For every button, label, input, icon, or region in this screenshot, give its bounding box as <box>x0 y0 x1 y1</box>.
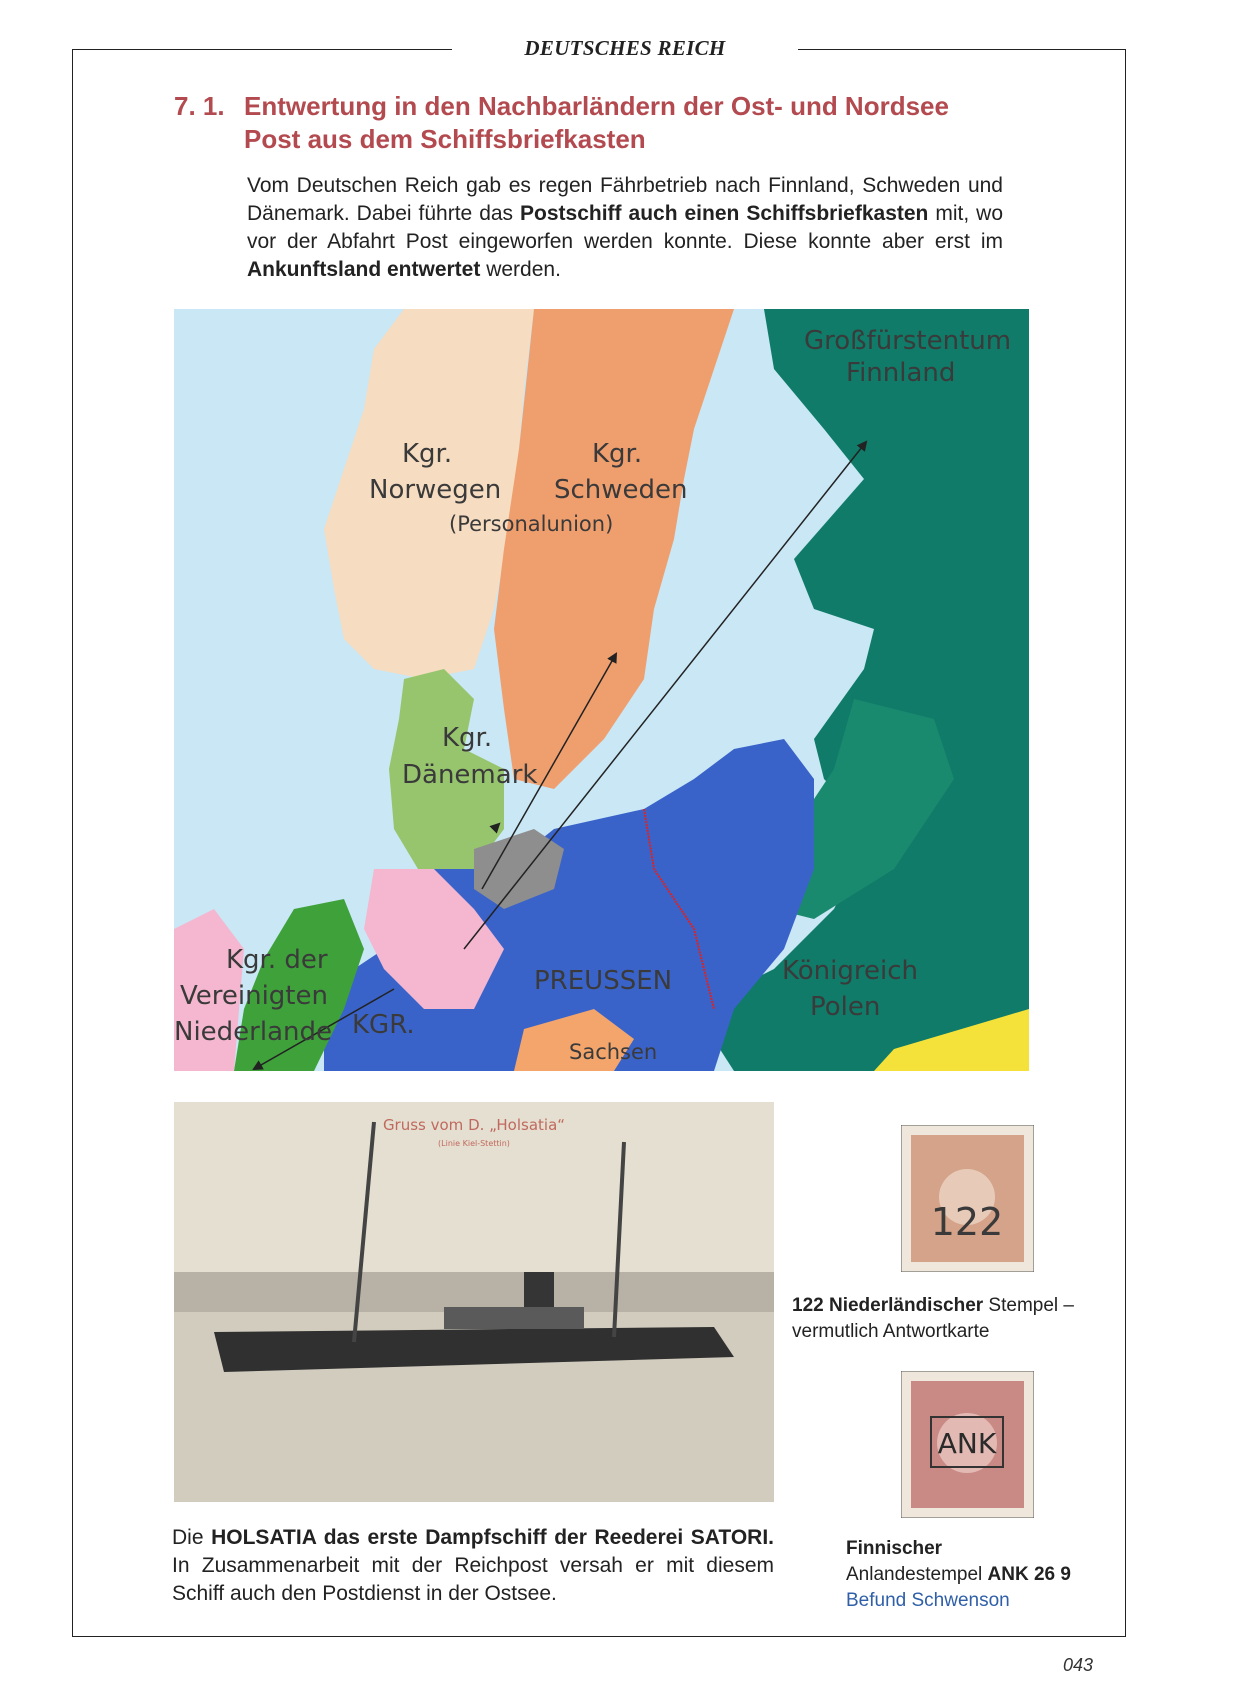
section-number: 7. 1. <box>174 91 225 121</box>
map-label-finland-1: Großfürstentum <box>804 326 1012 356</box>
frame-top-left-rule <box>72 49 452 50</box>
section-title-line-1: Entwertung in den Nachbarländern der Ost- und Nordsee <box>244 91 949 121</box>
stamp-1-caption <box>792 1293 1092 1345</box>
map-label-norway-2: Norwegen <box>369 475 502 505</box>
intro-text-3: werden. <box>480 258 561 281</box>
stamp-2-caption-bold-2: ANK 26 9 <box>987 1564 1071 1585</box>
map-label-netherlands-3: Niederlande <box>174 1017 332 1047</box>
stamp-1-caption-text: Stempel – vermutlich Antwortkarte <box>792 1295 1074 1342</box>
postcard-caption-text-1: Die <box>172 1526 212 1549</box>
intro-text-1: Vom Deutschen Reich gab es regen Fährbetrieb nach Finnland, Schweden und Dänemark. Dabei führte das <box>247 174 1003 225</box>
map-label-union: (Personalunion) <box>449 512 614 536</box>
map-label-sweden-1: Kgr. <box>592 439 643 469</box>
map-label-norway-1: Kgr. <box>402 439 453 469</box>
intro-paragraph <box>247 172 1003 284</box>
postcard-caption <box>172 1524 774 1608</box>
intro-text-2: mit, wo vor der Abfahrt Post eingeworfen werden konnte. Diese konnte aber erst im <box>247 202 1004 253</box>
map-label-kgr: KGR. <box>352 1010 415 1040</box>
stamp-1-cancel: 122 <box>930 1200 1004 1244</box>
stamp-2-caption-note: Befund Schwenson <box>846 1590 1010 1611</box>
stamp-2-caption-bold-1: Finnischer <box>846 1538 943 1559</box>
holsatia-postcard <box>174 1102 774 1502</box>
postcard-caption-bold: HOLSATIA das erste Dampfschiff der Reederei SATORI. <box>211 1526 774 1549</box>
map-label-sweden-2: Schweden <box>554 475 688 505</box>
stamp-2-caption-text-1: Anlandestempel <box>846 1564 988 1585</box>
stamp-ank <box>901 1371 1034 1518</box>
postcard-title: Gruss vom D. „Holsatia“ <box>382 1116 566 1134</box>
intro-bold-1: Postschiff auch einen Schiffsbriefkasten <box>520 202 929 225</box>
frame-top-right-rule <box>798 49 1125 50</box>
section-title-line-2: Post aus dem Schiffsbriefkasten <box>244 124 646 154</box>
map-label-poland-2: Polen <box>810 992 881 1022</box>
map-label-netherlands-2: Vereinigten <box>180 981 328 1011</box>
page-number: 043 <box>1063 1655 1094 1675</box>
map-label-poland-1: Königreich <box>782 956 918 986</box>
stamp-2-cancel: ANK <box>937 1427 997 1460</box>
map-label-denmark-2: Dänemark <box>402 760 538 790</box>
stamp-122 <box>901 1125 1034 1272</box>
map-label-prussia: PREUSSEN <box>534 966 673 996</box>
map-label-finland-2: Finnland <box>846 358 956 388</box>
postcard-subtitle: (Linie Kiel-Stettin) <box>438 1139 510 1148</box>
postcard-horizon <box>174 1272 774 1312</box>
page-header: DEUTSCHES REICH <box>524 36 726 60</box>
postcard-caption-text-2: In Zusammenarbeit mit der Reichpost versah er mit diesem Schiff auch den Postdienst in der Ostsee. <box>172 1554 774 1605</box>
map-label-netherlands-1: Kgr. der <box>226 945 328 975</box>
stamp-2-caption <box>846 1536 1076 1614</box>
stamp-1-caption-bold: 122 Niederländischer <box>792 1295 984 1316</box>
intro-bold-2: Ankunftsland entwertet <box>247 258 481 281</box>
map-label-denmark-1: Kgr. <box>442 723 493 753</box>
map-label-saxony: Sachsen <box>569 1040 658 1064</box>
historical-map <box>174 309 1029 1071</box>
